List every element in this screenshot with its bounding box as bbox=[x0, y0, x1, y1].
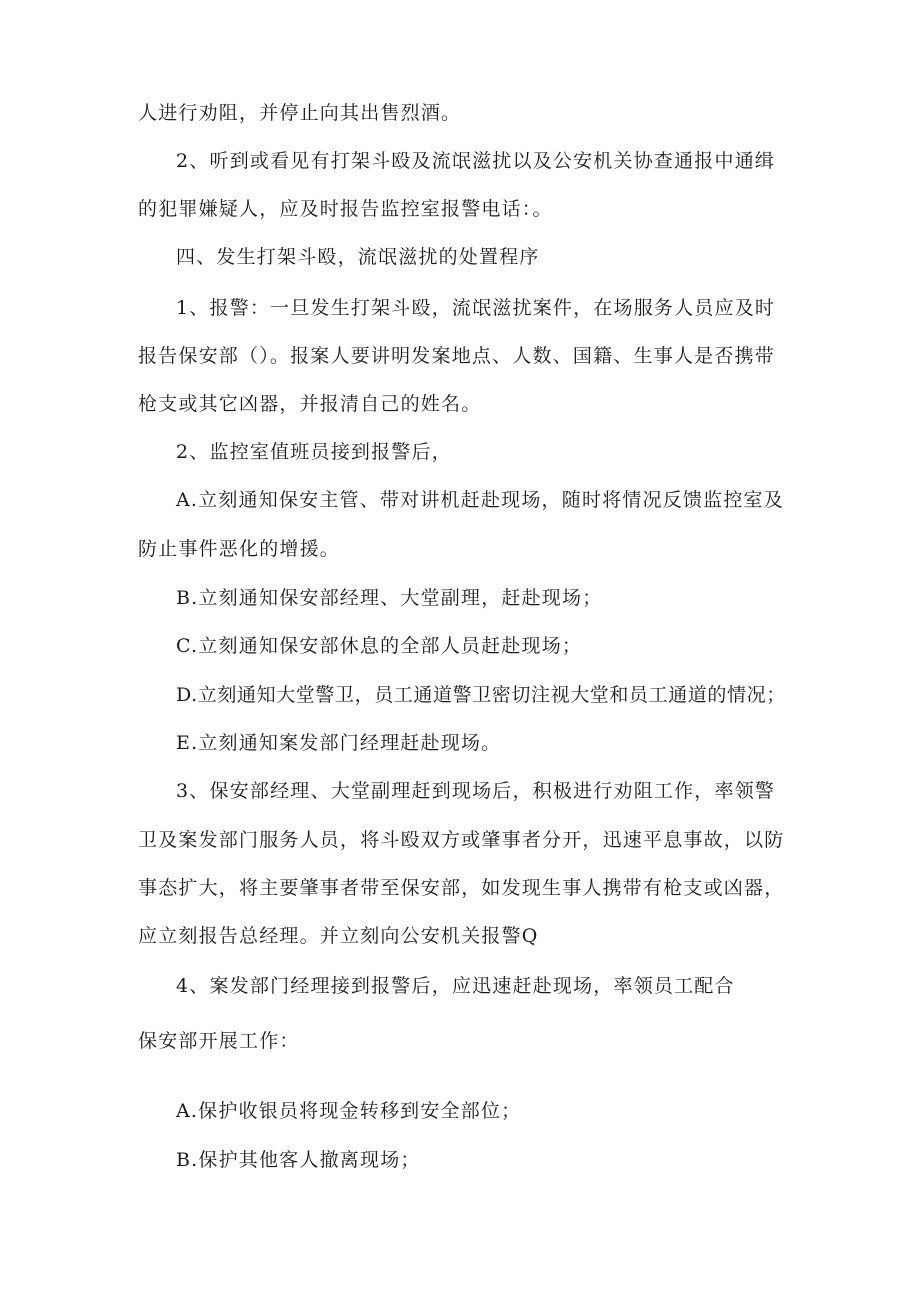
text-line-13: D.立刻通知大堂警卫，员工通道警卫密切注视大堂和员工通道的情况； bbox=[176, 684, 786, 706]
text-line-16: 卫及案发部门服务人员，将斗殴双方或肇事者分开，迅速平息事故，以防 bbox=[138, 829, 785, 851]
text-line-11: B.立刻通知保安部经理、大堂副理，赶赴现场； bbox=[176, 587, 603, 609]
text-line-15: 3、保安部经理、大堂副理赶到现场后，积极进行劝阻工作，率领警 bbox=[176, 780, 776, 802]
text-line-12: C.立刻通知保安部休息的全部人员赶赴现场； bbox=[176, 635, 583, 657]
text-line-22: B.保护其他客人撤离现场； bbox=[176, 1149, 421, 1171]
text-line-18: 应立刻报告总经理。并立刻向公安机关报警Q bbox=[138, 925, 539, 947]
text-line-1: 人进行劝阻，并停止向其出售烈酒。 bbox=[138, 102, 462, 124]
text-line-10: 防止事件恶化的增援。 bbox=[138, 538, 341, 560]
text-line-7: 枪支或其它凶器，并报清自己的姓名。 bbox=[138, 393, 482, 415]
text-line-8: 2、监控室值班员接到报警后， bbox=[176, 441, 452, 463]
text-line-9: A.立刻通知保安主管、带对讲机赶赴现场，随时将情况反馈监控室及 bbox=[176, 489, 784, 511]
text-line-6: 报告保安部（）。报案人要讲明发案地点、人数、国籍、生事人是否携带 bbox=[138, 345, 775, 367]
text-line-20: 保安部开展工作： bbox=[138, 1030, 300, 1052]
text-line-3: 的犯罪嫌疑人，应及时报告监控室报警电话：。 bbox=[138, 198, 553, 220]
text-line-2: 2、听到或看见有打架斗殴及流氓滋扰以及公安机关协查通报中通缉 bbox=[176, 150, 776, 172]
text-line-19: 4、案发部门经理接到报警后，应迅速赶赴现场，率领员工配合 bbox=[176, 975, 735, 997]
text-line-21: A.保护收银员将现金转移到安全部位； bbox=[176, 1100, 522, 1122]
section-heading: 四、发生打架斗殴，流氓滋扰的处置程序 bbox=[176, 246, 540, 268]
text-line-5: 1、报警：一旦发生打架斗殴，流氓滋扰案件，在场服务人员应及时 bbox=[176, 297, 776, 319]
text-line-14: E.立刻通知案发部门经理赶赴现场。 bbox=[176, 732, 502, 754]
text-line-17: 事态扩大，将主要肇事者带至保安部，如发现生事人携带有枪支或凶器， bbox=[138, 877, 785, 899]
